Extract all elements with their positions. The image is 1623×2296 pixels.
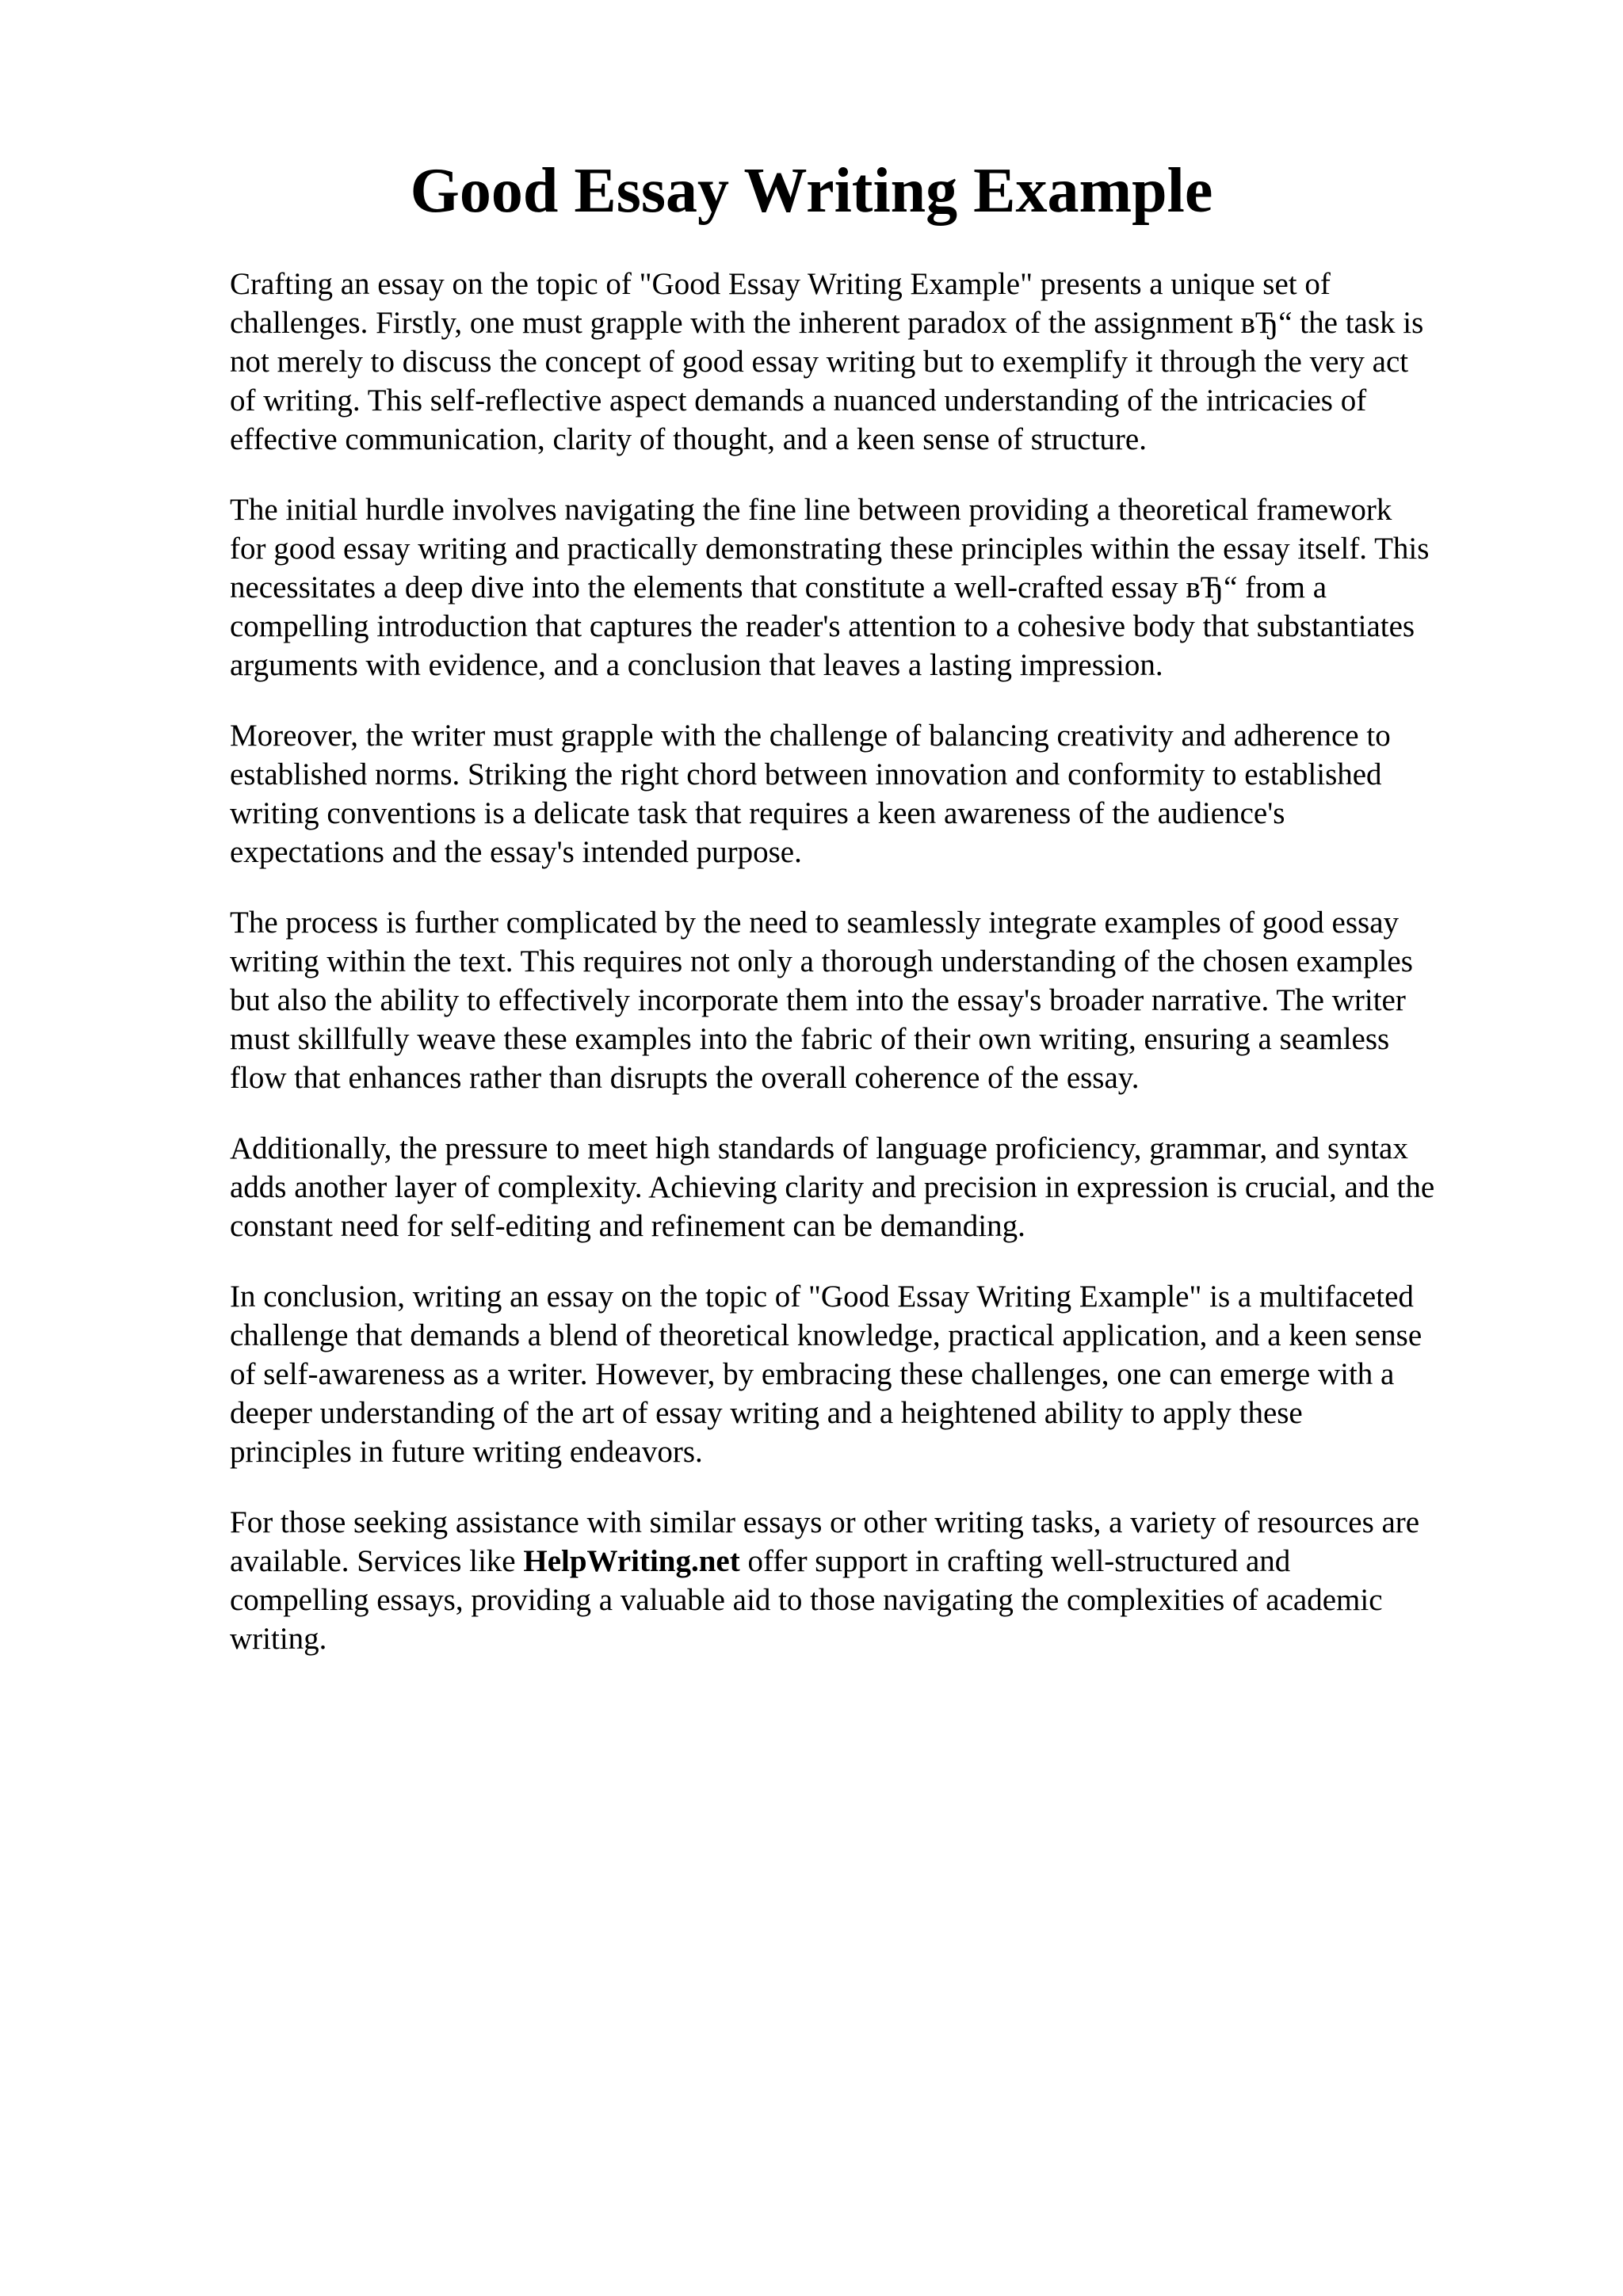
- document-body: [230, 265, 1529, 1690]
- paragraph-line: writing within the text. This requires not only a thorough understanding of the chosen examples: [230, 944, 1413, 978]
- paragraph-line: writing.: [230, 1622, 327, 1656]
- paragraph-line: adds another layer of complexity. Achieving clarity and precision in expression is crucial, and the: [230, 1170, 1435, 1204]
- paragraph-line: for good essay writing and practically demonstrating these principles within the essay itself. This: [230, 532, 1430, 566]
- paragraph: [230, 903, 1529, 1097]
- paragraph-line: compelling essays, providing a valuable aid to those navigating the complexities of academic: [230, 1583, 1383, 1617]
- paragraph-line: For those seeking assistance with similar essays or other writing tasks, a variety of resources are: [230, 1505, 1420, 1539]
- paragraph-line: constant need for self-editing and refinement can be demanding.: [230, 1209, 1025, 1243]
- document-title: Good Essay Writing Example: [410, 156, 1213, 226]
- paragraph-line: of writing. This self-reflective aspect demands a nuanced understanding of the intricacies of: [230, 383, 1367, 418]
- paragraph-line: established norms. Striking the right chord between innovation and conformity to established: [230, 757, 1382, 791]
- paragraph: [230, 490, 1529, 685]
- paragraph-line: necessitates a deep dive into the elements that constitute a well-crafted essay вЂ“ from a: [230, 570, 1327, 605]
- paragraph-line: flow that enhances rather than disrupts the overall coherence of the essay.: [230, 1061, 1140, 1095]
- paragraph-line: The initial hurdle involves navigating the fine line between providing a theoretical framework: [230, 493, 1392, 527]
- paragraph: [230, 1277, 1529, 1471]
- paragraph-list: [230, 265, 1529, 1471]
- closing-paragraph: [230, 1503, 1529, 1658]
- paragraph: [230, 716, 1529, 871]
- paragraph-line: not merely to discuss the concept of good essay writing but to exemplify it through the very act: [230, 345, 1409, 379]
- paragraph-line: Crafting an essay on the topic of "Good Essay Writing Example" presents a unique set of: [230, 267, 1331, 301]
- paragraph-line: principles in future writing endeavors.: [230, 1435, 703, 1469]
- paragraph-line: compelling introduction that captures the reader's attention to a cohesive body that substantiates: [230, 609, 1415, 643]
- paragraph-line: In conclusion, writing an essay on the topic of "Good Essay Writing Example" is a multifaceted: [230, 1280, 1414, 1314]
- paragraph-line: The process is further complicated by the need to seamlessly integrate examples of good essay: [230, 906, 1400, 940]
- helpwriting-link-text: HelpWriting.net: [523, 1544, 740, 1578]
- paragraph: [230, 265, 1529, 459]
- paragraph-line: must skillfully weave these examples into the fabric of their own writing, ensuring a seamless: [230, 1022, 1390, 1056]
- paragraph-line: challenge that demands a blend of theoretical knowledge, practical application, and a keen sense: [230, 1318, 1423, 1352]
- paragraph-line: arguments with evidence, and a conclusion that leaves a lasting impression.: [230, 648, 1163, 682]
- paragraph: [230, 1129, 1529, 1245]
- paragraph-line: challenges. Firstly, one must grapple with the inherent paradox of the assignment вЂ“ the task is: [230, 306, 1424, 340]
- paragraph-line: [230, 1542, 1529, 1581]
- paragraph-line: deeper understanding of the art of essay writing and a heightened ability to apply these: [230, 1396, 1303, 1430]
- paragraph-line: of self-awareness as a writer. However, by embracing these challenges, one can emerge with a: [230, 1357, 1395, 1391]
- paragraph-line: effective communication, clarity of thought, and a keen sense of structure.: [230, 422, 1147, 456]
- paragraph-line: Moreover, the writer must grapple with the challenge of balancing creativity and adherence to: [230, 719, 1391, 753]
- paragraph-line: writing conventions is a delicate task that requires a keen awareness of the audience's: [230, 796, 1285, 830]
- paragraph-line: but also the ability to effectively incorporate them into the essay's broader narrative. The writer: [230, 983, 1406, 1017]
- text-segment: offer support in crafting well-structured and: [739, 1544, 1291, 1578]
- paragraph-line: Additionally, the pressure to meet high standards of language proficiency, grammar, and syntax: [230, 1131, 1408, 1165]
- text-segment: available. Services like: [230, 1544, 524, 1578]
- paragraph-line: expectations and the essay's intended purpose.: [230, 835, 802, 869]
